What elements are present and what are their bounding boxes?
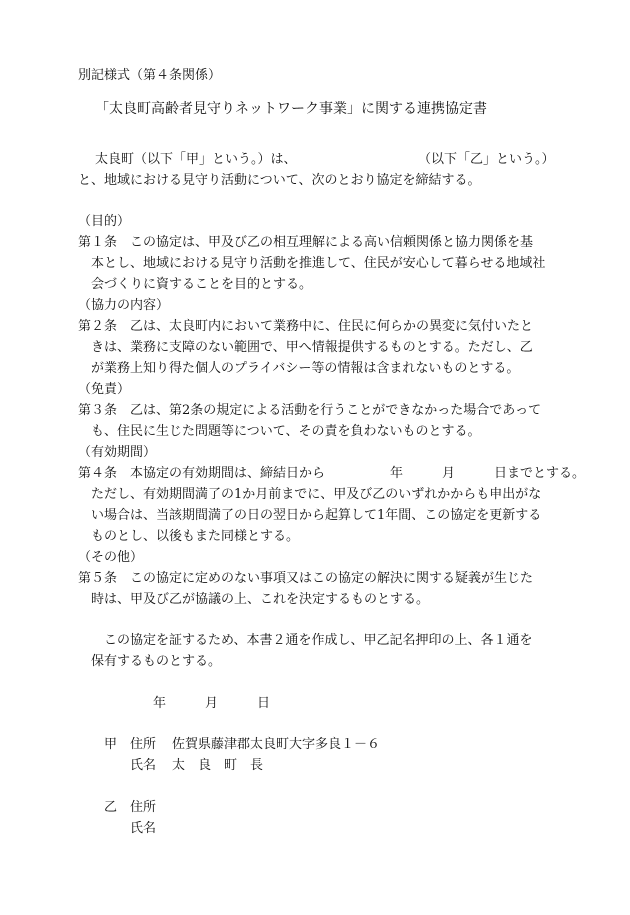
article-3-heading: （免責）	[78, 382, 131, 397]
article-4-heading: （有効期間）	[78, 445, 157, 460]
article-4-line-2: ただし、有効期間満了の1か月前までに、甲及び乙のいずれかからも申出がな	[91, 487, 542, 502]
article-4-line-1: 第４条 本協定の有効期間は、締結日から 年 月 日までとする。	[78, 466, 586, 481]
article-3-line-1: 第３条 乙は、第2条の規定による活動を行うことができなかった場合であって	[78, 403, 542, 418]
closing-line-2: 保有するものとする。	[91, 654, 222, 669]
article-4-line-3: い場合は、当該期間満了の日の翌日から起算して1年間、この協定を更新する	[91, 508, 542, 523]
party-a-address: 佐賀県藤津郡太良町大字多良１－６	[172, 737, 381, 752]
article-1-heading: （目的）	[78, 214, 131, 229]
party-a-name-label: 氏名	[130, 758, 157, 773]
party-a-address-label: 住所	[130, 737, 157, 752]
party-a-label: 甲	[104, 737, 118, 752]
date-line: 年 月 日	[153, 696, 271, 711]
preamble-line-1-right: （以下「乙」という。）	[418, 152, 555, 167]
preamble-line-2: と、地域における見守り活動について、次のとおり協定を締結する。	[78, 173, 481, 188]
party-b-label: 乙	[104, 800, 118, 815]
party-a-name: 太 良 町 長	[172, 758, 264, 773]
article-1-line-2: 本とし、地域における見守り活動を推進して、住民が安心して暮らせる地域社	[91, 256, 546, 271]
article-2-line-3: が業務上知り得た個人のプライバシー等の情報は含まれないものとする。	[91, 361, 520, 376]
form-reference: 別記様式（第４条関係）	[78, 68, 222, 83]
article-2-line-1: 第２条 乙は、太良町内において業務中に、住民に何らかの異変に気付いたと	[78, 319, 534, 334]
article-3-line-2: も、住民に生じた問題等について、その責を負わないものとする。	[91, 424, 481, 439]
preamble-line-1-left: 太良町（以下「甲」という。）は、	[95, 152, 297, 167]
document-title: 「太良町高齢者見守りネットワーク事業」に関する連携協定書	[95, 101, 487, 117]
article-1-line-1: 第１条 この協定は、甲及び乙の相互理解による高い信頼関係と協力関係を基	[78, 235, 534, 250]
article-5-heading: （その他）	[78, 550, 144, 565]
party-b-address-label: 住所	[130, 800, 157, 815]
party-b-name-label: 氏名	[130, 821, 157, 836]
closing-line-1: この協定を証するため、本書２通を作成し、甲乙記名押印の上、各１通を	[104, 633, 533, 648]
article-2-line-2: きは、業務に支障のない範囲で、甲へ情報提供するものとする。ただし、乙	[91, 340, 533, 355]
article-1-line-3: 会づくりに資することを目的とする。	[91, 277, 313, 292]
article-4-line-4: ものとし、以後もまた同様とする。	[91, 529, 300, 544]
article-2-heading: （協力の内容）	[78, 298, 170, 313]
article-5-line-1: 第５条 この協定に定めのない事項又はこの協定の解決に関する疑義が生じた	[78, 571, 534, 586]
article-5-line-2: 時は、甲及び乙が協議の上、これを決定するものとする。	[91, 592, 430, 607]
